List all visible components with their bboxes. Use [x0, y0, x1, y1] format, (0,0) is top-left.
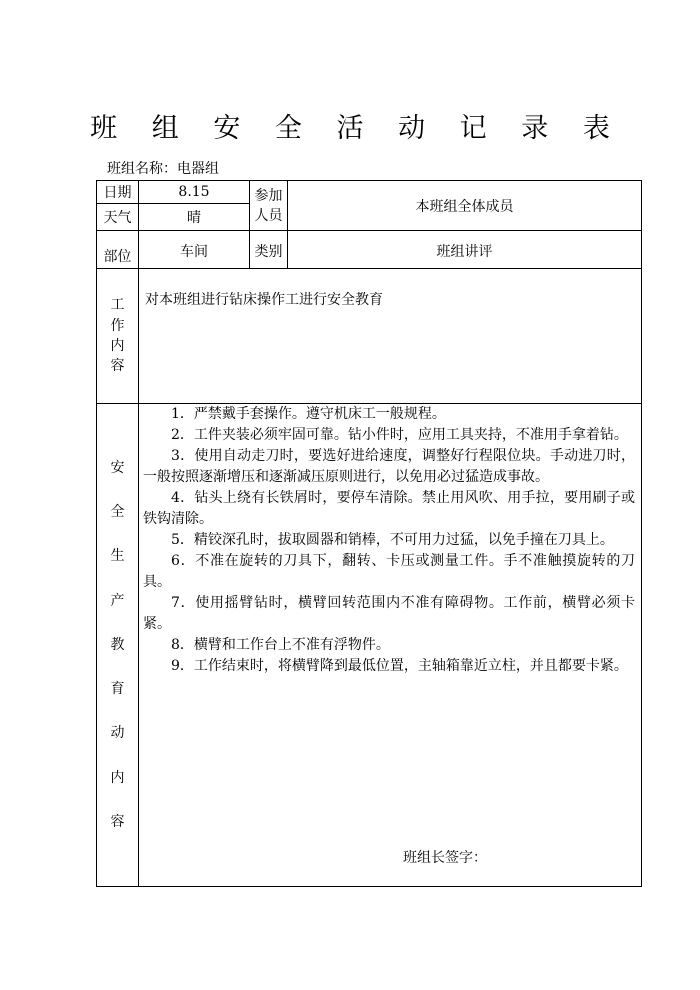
safety-rule-item: 6．不准在旋转的刀具下，翻转、卡压或测量工件。手不准触摸旋转的刀具。	[143, 553, 635, 590]
location-label: 部位	[97, 231, 139, 269]
safety-label-char: 生	[110, 548, 125, 565]
participants-value: 本班组全体成员	[288, 181, 642, 231]
safety-label-char: 产	[110, 592, 125, 609]
safety-label-char: 教	[110, 636, 125, 653]
category-label: 类别	[250, 231, 288, 269]
team-leader-signature-label: 班组长签字：	[403, 850, 487, 866]
safety-rules-list	[143, 404, 635, 677]
safety-education-label	[97, 404, 139, 887]
participants-label-line1: 参加	[254, 187, 283, 204]
safety-label-char: 育	[110, 681, 125, 698]
safety-rule-item: 4．钻头上绕有长铁屑时，要停车清除。禁止用风吹、用手拉，要用刷子或铁钩清除。	[143, 490, 635, 527]
work-label-char: 容	[110, 358, 125, 375]
team-name-line	[107, 158, 219, 178]
safety-rule-item: 8．横臂和工作台上不准有浮物件。	[171, 637, 390, 653]
weather-value: 晴	[139, 204, 250, 231]
safety-rule-item: 2．工件夹装必须牢固可靠。钻小件时，应用工具夹持，不准用手拿着钻。	[171, 427, 628, 443]
weather-label: 天气	[97, 204, 139, 231]
participants-label	[250, 181, 288, 231]
work-label-char: 作	[110, 317, 125, 334]
category-value: 班组讲评	[288, 231, 642, 269]
safety-rule-item: 7．使用摇臂钻时，横臂回转范围内不准有障碍物。工作前，横臂必须卡紧。	[143, 595, 635, 632]
work-label-char: 工	[110, 297, 125, 314]
safety-label-char: 容	[110, 814, 125, 831]
page-title: 班 组 安 全 活 动 记 录 表	[90, 113, 623, 144]
work-label-char: 内	[110, 338, 125, 354]
location-value: 车间	[139, 231, 250, 269]
work-content-value: 对本班组进行钻床操作工进行安全教育	[139, 269, 642, 404]
safety-rule-item: 5．精铰深孔时，拔取圆器和销棒，不可用力过猛，以免手撞在刀具上。	[171, 532, 614, 548]
work-content-label	[97, 269, 139, 404]
safety-education-content	[139, 404, 642, 887]
safety-rule-item: 3．使用自动走刀时，要选好进给速度，调整好行程限位块。手动进刀时，一般按照逐渐增压和逐渐减压原则进行，以免用必过猛造成事故。	[143, 448, 635, 485]
safety-label-char: 内	[110, 769, 125, 786]
safety-label-char: 动	[110, 725, 125, 742]
record-table	[96, 180, 642, 887]
team-name-label: 班组名称：	[107, 161, 177, 177]
date-value: 8.15	[139, 181, 250, 204]
safety-label-char: 安	[110, 459, 125, 476]
participants-label-line2: 人员	[254, 207, 283, 224]
safety-label-char: 全	[110, 503, 125, 520]
team-name-value: 电器组	[177, 161, 219, 177]
safety-rule-item: 9．工作结束时，将横臂降到最低位置，主轴箱靠近立柱，并且都要卡紧。	[171, 658, 628, 674]
safety-rule-item: 1．严禁戴手套操作。遵守机床工一般规程。	[171, 406, 446, 422]
date-label: 日期	[97, 181, 139, 204]
